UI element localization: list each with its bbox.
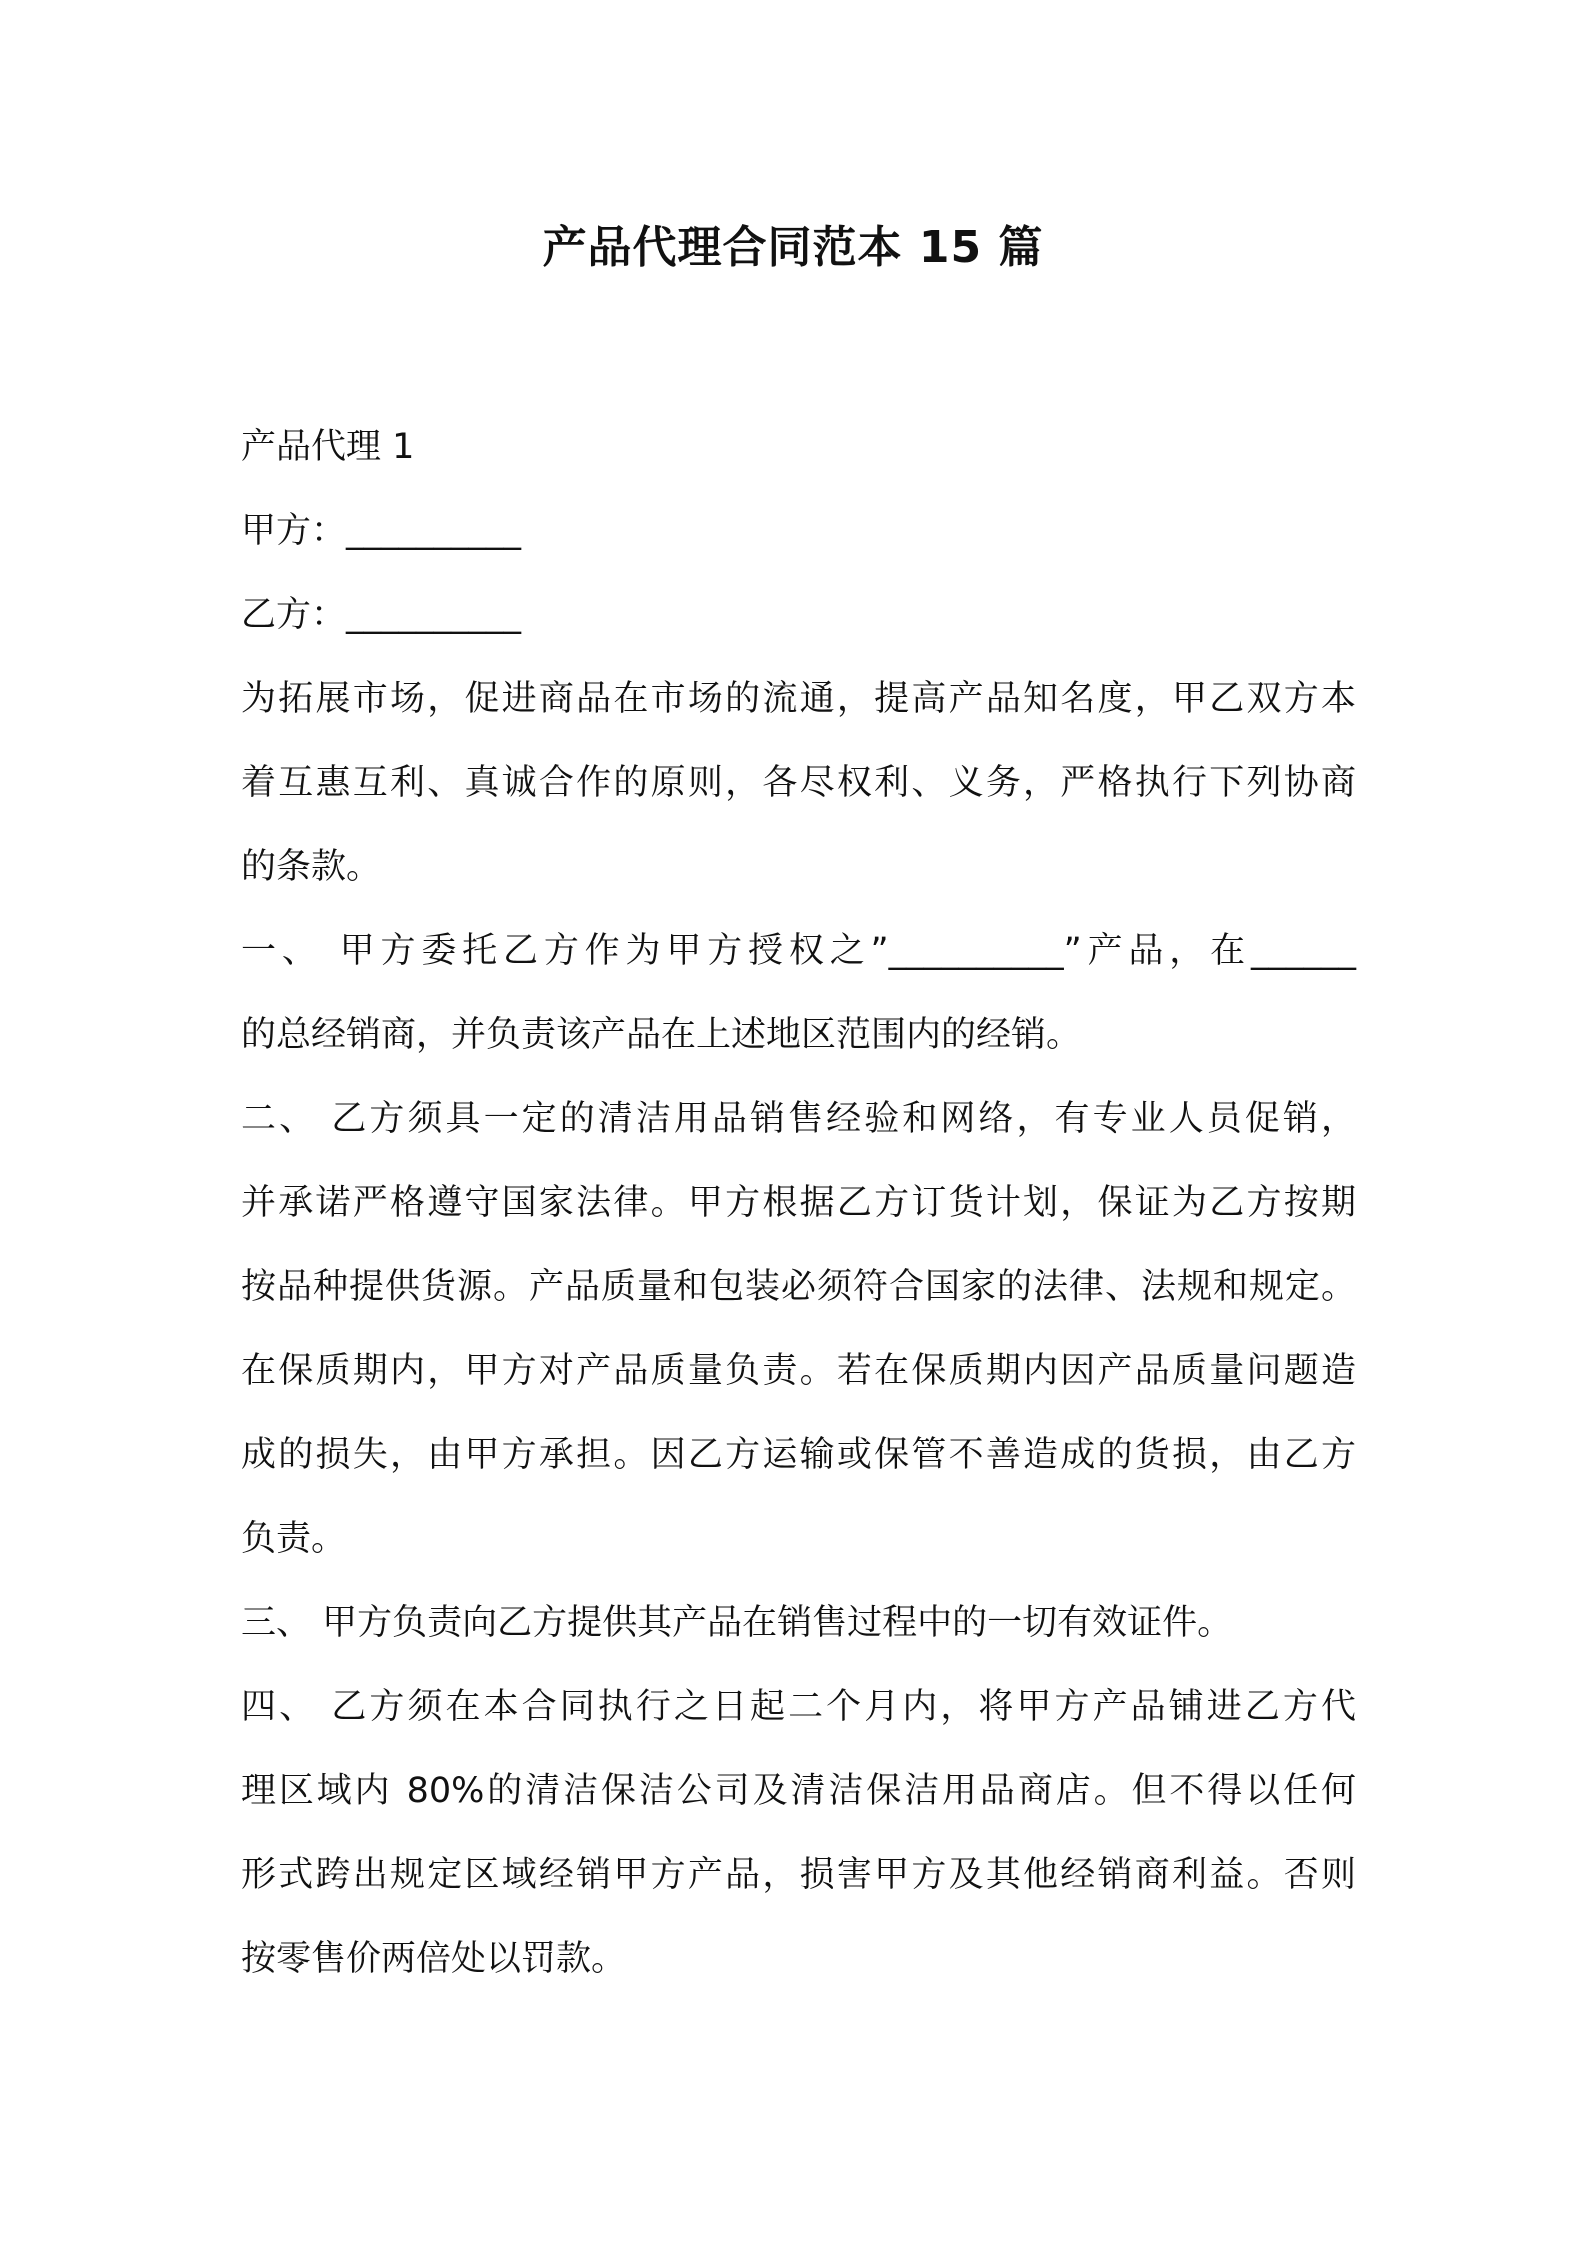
paragraph-line: 的条款。 — [241, 847, 382, 887]
party-a-line: 甲方：__________ — [241, 511, 522, 551]
clause-1-line: 的总经销商，并负责该产品在上述地区范围内的经销。 — [241, 1015, 1082, 1055]
document-title: 产品代理合同范本 15 篇 — [542, 222, 1044, 273]
clause-2-line: 在保质期内，甲方对产品质量负责。若在保质期内因产品质量问题造 — [241, 1351, 1356, 1391]
paragraph-line: 为拓展市场，促进商品在市场的流通，提高产品知名度，甲乙双方本 — [241, 679, 1356, 719]
paragraph-line: 着互惠互利、真诚合作的原则，各尽权利、义务，严格执行下列协商 — [241, 763, 1356, 803]
clause-2-line: 负责。 — [241, 1519, 347, 1559]
party-b-line: 乙方：__________ — [241, 595, 522, 635]
clause-3-line: 三、 甲方负责向乙方提供其产品在销售过程中的一切有效证件。 — [241, 1603, 1233, 1643]
clause-4-line: 形式跨出规定区域经销甲方产品，损害甲方及其他经销商利益。否则 — [241, 1855, 1356, 1895]
clause-2-line: 并承诺严格遵守国家法律。甲方根据乙方订货计划，保证为乙方按期 — [241, 1183, 1356, 1223]
clause-2-line: 二、 乙方须具一定的清洁用品销售经验和网络，有专业人员促销， — [241, 1099, 1356, 1139]
clause-4-line: 四、 乙方须在本合同执行之日起二个月内，将甲方产品铺进乙方代 — [241, 1687, 1356, 1727]
clause-2-line: 成的损失，由甲方承担。因乙方运输或保管不善造成的货损，由乙方 — [241, 1435, 1356, 1475]
clause-4-line: 理区域内 80%的清洁保洁公司及清洁保洁用品商店。但不得以任何 — [241, 1771, 1356, 1811]
document-body — [241, 405, 1356, 2001]
section-label: 产品代理 1 — [241, 427, 415, 467]
clause-4-line: 按零售价两倍处以罚款。 — [241, 1939, 627, 1979]
clause-2-line: 按品种提供货源。产品质量和包装必须符合国家的法律、法规和规定。 — [241, 1267, 1356, 1307]
clause-1-line: 一、 甲方委托乙方作为甲方授权之”__________”产品，在______ — [241, 931, 1356, 971]
